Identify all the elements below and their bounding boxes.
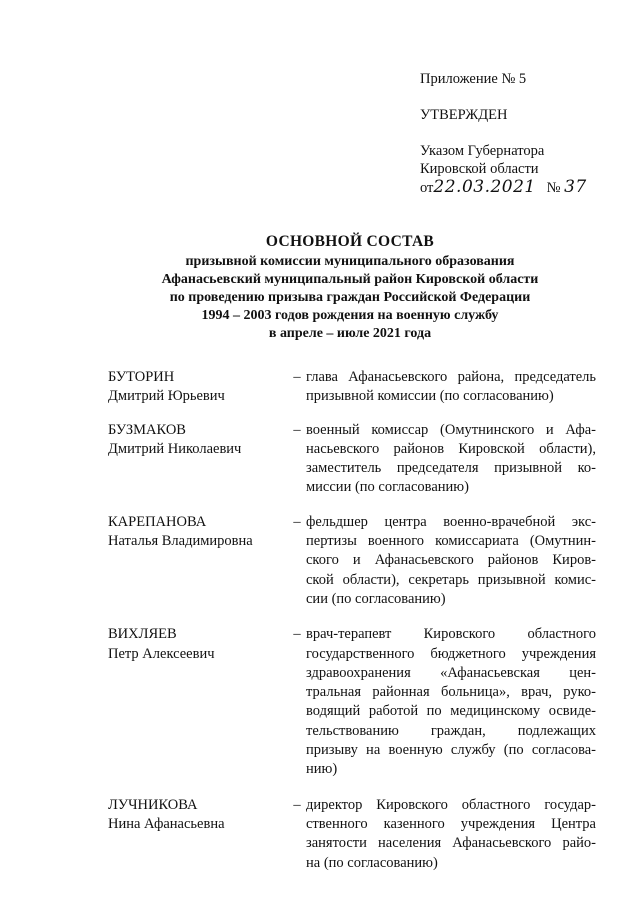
role-line: тельствованию граждан, подлежащих	[306, 722, 596, 739]
role-line: глава Афанасьевского района, председатель	[306, 369, 596, 385]
member-name	[108, 368, 288, 407]
role-line: на (по согласованию)	[306, 854, 438, 871]
member-name	[108, 421, 288, 460]
member-karepanova	[108, 513, 600, 609]
role-line: ской области), секретарь призывной комис-	[306, 571, 596, 588]
heading-line-3: по проведению призыва граждан Российской Федерации	[169, 290, 531, 305]
role-line: тральная районная больница», врач, руко-	[306, 684, 596, 701]
role-line: пертизы военного комиссариата (Омутнин-	[306, 533, 596, 550]
member-dash: –	[293, 513, 301, 530]
member-given-name: Дмитрий Юрьевич	[108, 388, 225, 405]
member-given-name: Нина Афанасьевна	[108, 815, 225, 832]
member-name	[108, 513, 288, 552]
member-luchnikova	[108, 796, 600, 873]
role-line: насьевского районов Кировской области),	[306, 440, 596, 457]
member-role	[306, 625, 596, 779]
member-dash: –	[293, 421, 301, 438]
heading-line-2: Афанасьевский муниципальный район Кировской области	[161, 272, 539, 287]
role-line: занятости населения Афанасьевского райо-	[306, 835, 596, 852]
appendix-label: Приложение № 5	[420, 71, 527, 87]
member-vikhlyaev	[108, 625, 600, 779]
member-surname: БУТОРИН	[108, 369, 175, 385]
role-line: здравоохранения «Афанасьевская цен-	[306, 664, 596, 681]
document-heading	[80, 233, 620, 343]
role-line: ского и Афанасьевского районов Киров-	[306, 552, 596, 569]
member-role	[306, 368, 596, 407]
handwritten-number: 37	[564, 177, 587, 197]
member-surname: КАРЕПАНОВА	[108, 513, 207, 530]
member-given-name: Наталья Владимировна	[108, 533, 253, 550]
document-title: ОСНОВНОЙ СОСТАВ	[265, 233, 435, 250]
heading-line-4: 1994 – 2003 годов рождения на военную службу	[201, 308, 499, 323]
role-line: нию)	[306, 761, 338, 778]
role-line: водящий работой по медицинскому освиде-	[306, 703, 596, 720]
member-surname: ЛУЧНИКОВА	[108, 796, 198, 813]
decree-line-2: Кировской области	[420, 161, 539, 177]
member-dash: –	[293, 626, 301, 643]
role-line: призыву на военную службу (по согласова-	[306, 742, 596, 759]
member-surname: БУЗМАКОВ	[108, 421, 186, 438]
heading-line-5: в апреле – июле 2021 года	[268, 326, 432, 341]
role-line: сии (по согласованию)	[306, 590, 446, 607]
members-list	[108, 368, 600, 873]
role-line: врач-терапевт Кировского областного	[306, 626, 596, 643]
member-dash: –	[293, 369, 301, 385]
role-line: миссии (по согласованию)	[306, 479, 469, 496]
member-name	[108, 796, 288, 835]
role-line: государственного бюджетного учреждения	[306, 645, 596, 662]
member-surname: ВИХЛЯЕВ	[108, 626, 177, 643]
member-role	[306, 796, 596, 873]
approved-label: УТВЕРЖДЕН	[420, 107, 508, 123]
number-prefix: №	[546, 180, 561, 196]
role-line: призывной комиссии (по согласованию)	[306, 388, 554, 405]
date-prefix: от	[420, 180, 434, 196]
handwritten-date: 22.03.2021	[433, 177, 536, 197]
member-name	[108, 625, 288, 664]
member-given-name: Дмитрий Николаевич	[108, 440, 242, 457]
role-line: заместитель председателя призывной ко-	[306, 460, 596, 477]
decree-date-line	[420, 178, 620, 197]
role-line: ственного казенного учреждения Центра	[306, 815, 596, 832]
member-role	[306, 421, 596, 498]
role-line: военный комиссар (Омутнинского и Афа-	[306, 421, 596, 438]
member-buzmakov	[108, 421, 600, 498]
member-role	[306, 513, 596, 609]
approval-block	[420, 70, 620, 197]
role-line: фельдшер центра военно-врачебной экс-	[306, 513, 596, 530]
decree-line-1: Указом Губернатора	[420, 143, 545, 159]
member-given-name: Петр Алексеевич	[108, 645, 215, 662]
member-buturin	[108, 368, 600, 407]
role-line: директор Кировского областного государ-	[306, 796, 596, 813]
heading-line-1: призывной комиссии муниципального образования	[185, 254, 515, 269]
member-dash: –	[293, 796, 301, 813]
